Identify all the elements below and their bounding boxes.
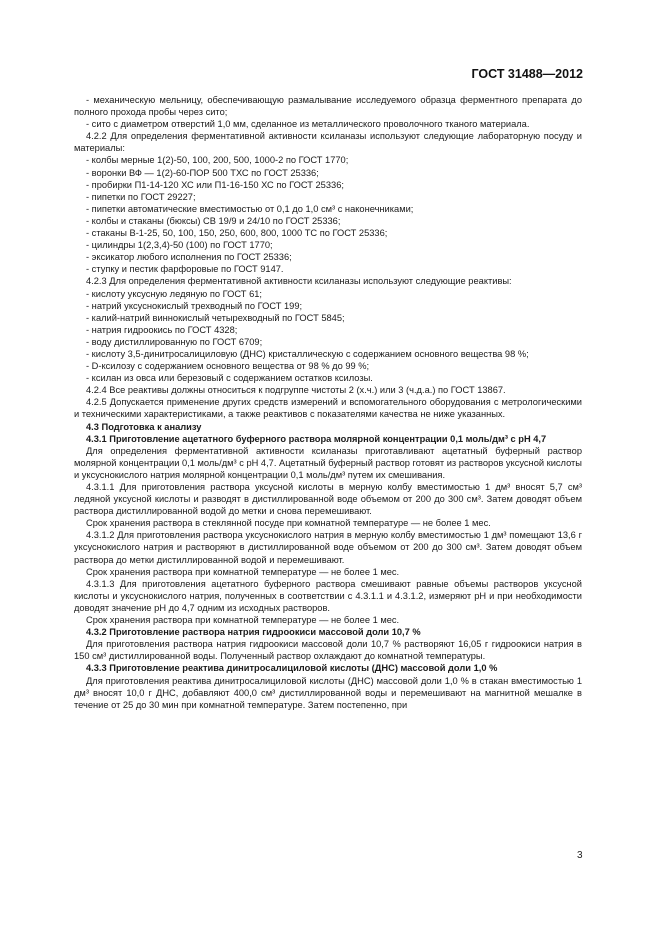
paragraph: Срок хранения раствора при комнатной температуре — не более 1 мес. — [86, 615, 400, 626]
paragraph: 4.2.2 Для определения ферментативной активности ксиланазы используют следующие лабораторную посуду и материалы: — [74, 131, 582, 154]
paragraph: - сито с диаметром отверстий 1,0 мм, сделанное из металлического проволочного тканого материала. — [86, 119, 530, 130]
paragraph: - натрия гидроокись по ГОСТ 4328; — [86, 324, 238, 335]
paragraph: - D-ксилозу с содержанием основного вещества от 98 % до 99 %; — [86, 361, 370, 372]
page-number: 3 — [577, 850, 583, 861]
paragraph: - ксилан из овса или березовый с содержанием остатков ксилозы. — [86, 373, 373, 384]
paragraph: - пипетки по ГОСТ 29227; — [86, 191, 196, 202]
section-heading: 4.3.3 Приготовление реактива динитросалициловой кислоты (ДНС) массовой доли 1,0 % — [86, 663, 498, 674]
section-heading: 4.3 Подготовка к анализу — [86, 421, 202, 432]
paragraph: 4.3.1.1 Для приготовления раствора уксусной кислоты в мерную колбу вместимостью 1 дм³ вносят 5,7 см³ ледяной уксусной кислоты и разводят в дистиллированной воде объемом от 200 до 300 см³. Затем доводят объем раствора дистиллированной водой до метки и снова перемешивают. — [74, 482, 582, 517]
paragraph: - стаканы В-1-25, 50, 100, 150, 250, 600, 800, 1000 ТС по ГОСТ 25336; — [86, 228, 388, 239]
paragraph: - воду дистиллированную по ГОСТ 6709; — [86, 336, 263, 347]
paragraph: - ступку и пестик фарфоровые по ГОСТ 9147. — [86, 264, 284, 275]
paragraph: - кислоту 3,5-динитросалициловую (ДНС) кристаллическую с содержанием основного вещества 98 %; — [86, 348, 529, 359]
paragraph: - пипетки автоматические вместимостью от 0,1 до 1,0 см³ с наконечниками; — [86, 203, 414, 214]
paragraph: - пробирки П1-14-120 ХС или П1-16-150 ХС по ГОСТ 25336; — [86, 179, 344, 190]
paragraph: 4.2.4 Все реактивы должны относиться к подгруппе чистоты 2 (х.ч.) или 3 (ч.д.а.) по ГОСТ 13867. — [86, 385, 506, 396]
paragraph: - калий-натрий виннокислый четырехводный по ГОСТ 5845; — [86, 312, 345, 323]
paragraph: - кислоту уксусную ледяную по ГОСТ 61; — [86, 288, 262, 299]
paragraph: - воронки ВФ — 1(2)-60-ПОР 500 ТХС по ГОСТ 25336; — [86, 167, 319, 178]
paragraph: Срок хранения раствора в стеклянной посуде при комнатной температуре — не более 1 мес. — [86, 518, 491, 529]
section-heading: 4.3.2 Приготовление раствора натрия гидроокиси массовой доли 10,7 % — [86, 627, 421, 638]
document-body — [74, 94, 582, 711]
paragraph: Срок хранения раствора при комнатной температуре — не более 1 мес. — [86, 566, 400, 577]
paragraph: - эксикатор любого исполнения по ГОСТ 25336; — [86, 252, 292, 263]
paragraph: - колбы мерные 1(2)-50, 100, 200, 500, 1000-2 по ГОСТ 1770; — [86, 155, 349, 166]
standard-header: ГОСТ 31488—2012 — [471, 67, 583, 81]
paragraph: Для приготовления раствора натрия гидроокиси массовой доли 10,7 % растворяют 16,05 г гидроокиси натрия в 150 см³ дистиллированной воды. Полученный раствор охлаждают до комнатной температуры. — [74, 639, 582, 662]
paragraph: 4.2.5 Допускается применение других средств измерений и вспомогательного оборудования с метрологическими и техническими характеристиками, а также реактивов с показателями качества не ниже указанных. — [74, 397, 582, 420]
paragraph: - механическую мельницу, обеспечивающую размалывание исследуемого образца ферментного препарата до полного прохода пробы через сито; — [74, 95, 582, 118]
paragraph: - натрий уксуснокислый трехводный по ГОСТ 199; — [86, 300, 303, 311]
paragraph: - колбы и стаканы (бюксы) СВ 19/9 и 24/10 по ГОСТ 25336; — [86, 215, 341, 226]
paragraph: Для приготовления реактива динитросалициловой кислоты (ДНС) массовой доли 1,0 % в стакан вместимостью 1 дм³ вносят 10,0 г ДНС, добавляют 400,0 см³ дистиллированной воды и перемешивают на магнитной мешалке в течение от 25 до 30 мин при комнатной температуре. Затем постепенно, при — [74, 675, 582, 710]
paragraph: - цилиндры 1(2,3,4)-50 (100) по ГОСТ 1770; — [86, 240, 273, 251]
paragraph: Для определения ферментативной активности ксиланазы приготавливают ацетатный буферный раствор молярной концентрации 0,1 моль/дм³ с рН 4,7. Ацетатный буферный раствор готовят из растворов уксусной кислоты и уксуснокислого натрия молярной концентрации 0,1 моль/дм³ путем их смешивания. — [74, 445, 582, 480]
paragraph: 4.3.1.2 Для приготовления раствора уксуснокислого натрия в мерную колбу вместимостью 1 дм³ помещают 13,6 г уксуснокислого натрия и растворяют в дистиллированной воде объемом от 200 до 300 см³. Затем доводят объем раствора до метки дистиллированной водой и перемешивают. — [74, 530, 582, 565]
section-heading: 4.3.1 Приготовление ацетатного буферного раствора молярной концентрации 0,1 моль/дм³ с рН 4,7 — [86, 433, 547, 444]
paragraph: 4.3.1.3 Для приготовления ацетатного буферного раствора смешивают равные объемы растворов уксусной кислоты и уксуснокислого натрия, полученных в соответствии с 4.3.1.1 и 4.3.1.2, измеряют рН и при необходимости доводят значение рН до 4,7 одним из исходных растворов. — [74, 578, 582, 613]
paragraph: 4.2.3 Для определения ферментативной активности ксиланазы используют следующие реактивы: — [86, 276, 512, 287]
